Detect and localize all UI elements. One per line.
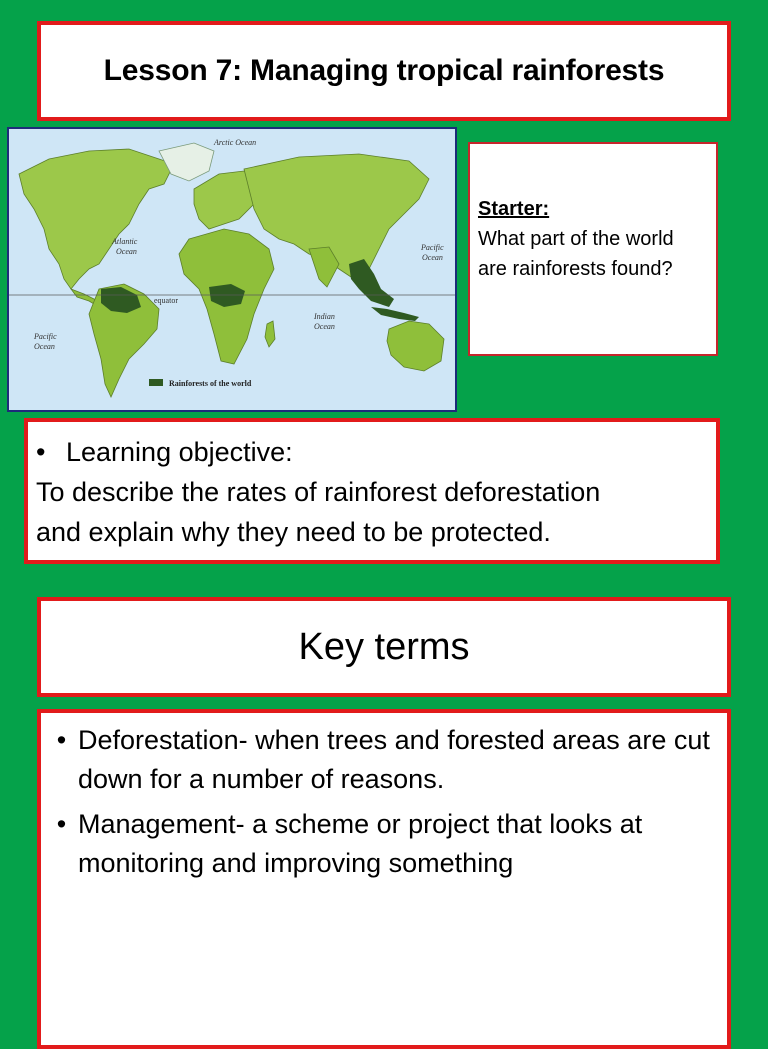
legend-swatch — [149, 379, 163, 386]
list-item — [45, 805, 713, 883]
label-pacific-right-ocean: Ocean — [422, 253, 443, 262]
label-atlantic-ocean: Ocean — [116, 247, 137, 256]
key-terms-heading: Key terms — [298, 625, 470, 668]
label-indian-ocean: Ocean — [314, 322, 335, 331]
bullet-icon: • — [56, 725, 67, 755]
label-equator: equator — [154, 296, 178, 305]
starter-heading: Starter: — [478, 198, 550, 220]
bullet-icon: • — [36, 437, 46, 467]
page-title: Lesson 7: Managing tropical rainforests — [103, 54, 665, 87]
key-terms-heading-box — [37, 597, 731, 697]
legend-label: Rainforests of the world — [169, 379, 252, 388]
objective-line-1: To describe the rates of rainforest deforestation — [36, 477, 601, 507]
label-atlantic: Atlantic — [112, 237, 138, 246]
label-indian: Indian — [314, 312, 335, 321]
label-pacific-right: Pacific — [421, 243, 444, 252]
label-arctic-ocean: Arctic Ocean — [214, 138, 257, 147]
title-box — [37, 21, 731, 121]
term-text: Management- a scheme or project that looks at monitoring and improving something — [78, 809, 643, 878]
bullet-icon: • — [56, 809, 67, 839]
starter-question: What part of the world are rainforests found? — [478, 228, 674, 280]
objective-heading: Learning objective: — [66, 437, 293, 467]
key-terms-list — [37, 709, 731, 1049]
world-map-image — [9, 129, 455, 410]
world-map — [7, 127, 457, 412]
term-text: Deforestation- when trees and forested areas are cut down for a number of reasons. — [78, 725, 710, 794]
label-pacific-left: Pacific — [34, 332, 57, 341]
objective-heading-row — [36, 432, 708, 472]
label-pacific-left-ocean: Ocean — [34, 342, 55, 351]
objective-line-2: and explain why they need to be protected. — [36, 517, 551, 547]
list-item — [45, 721, 713, 799]
learning-objective-box — [24, 418, 720, 564]
starter-box — [468, 142, 718, 356]
